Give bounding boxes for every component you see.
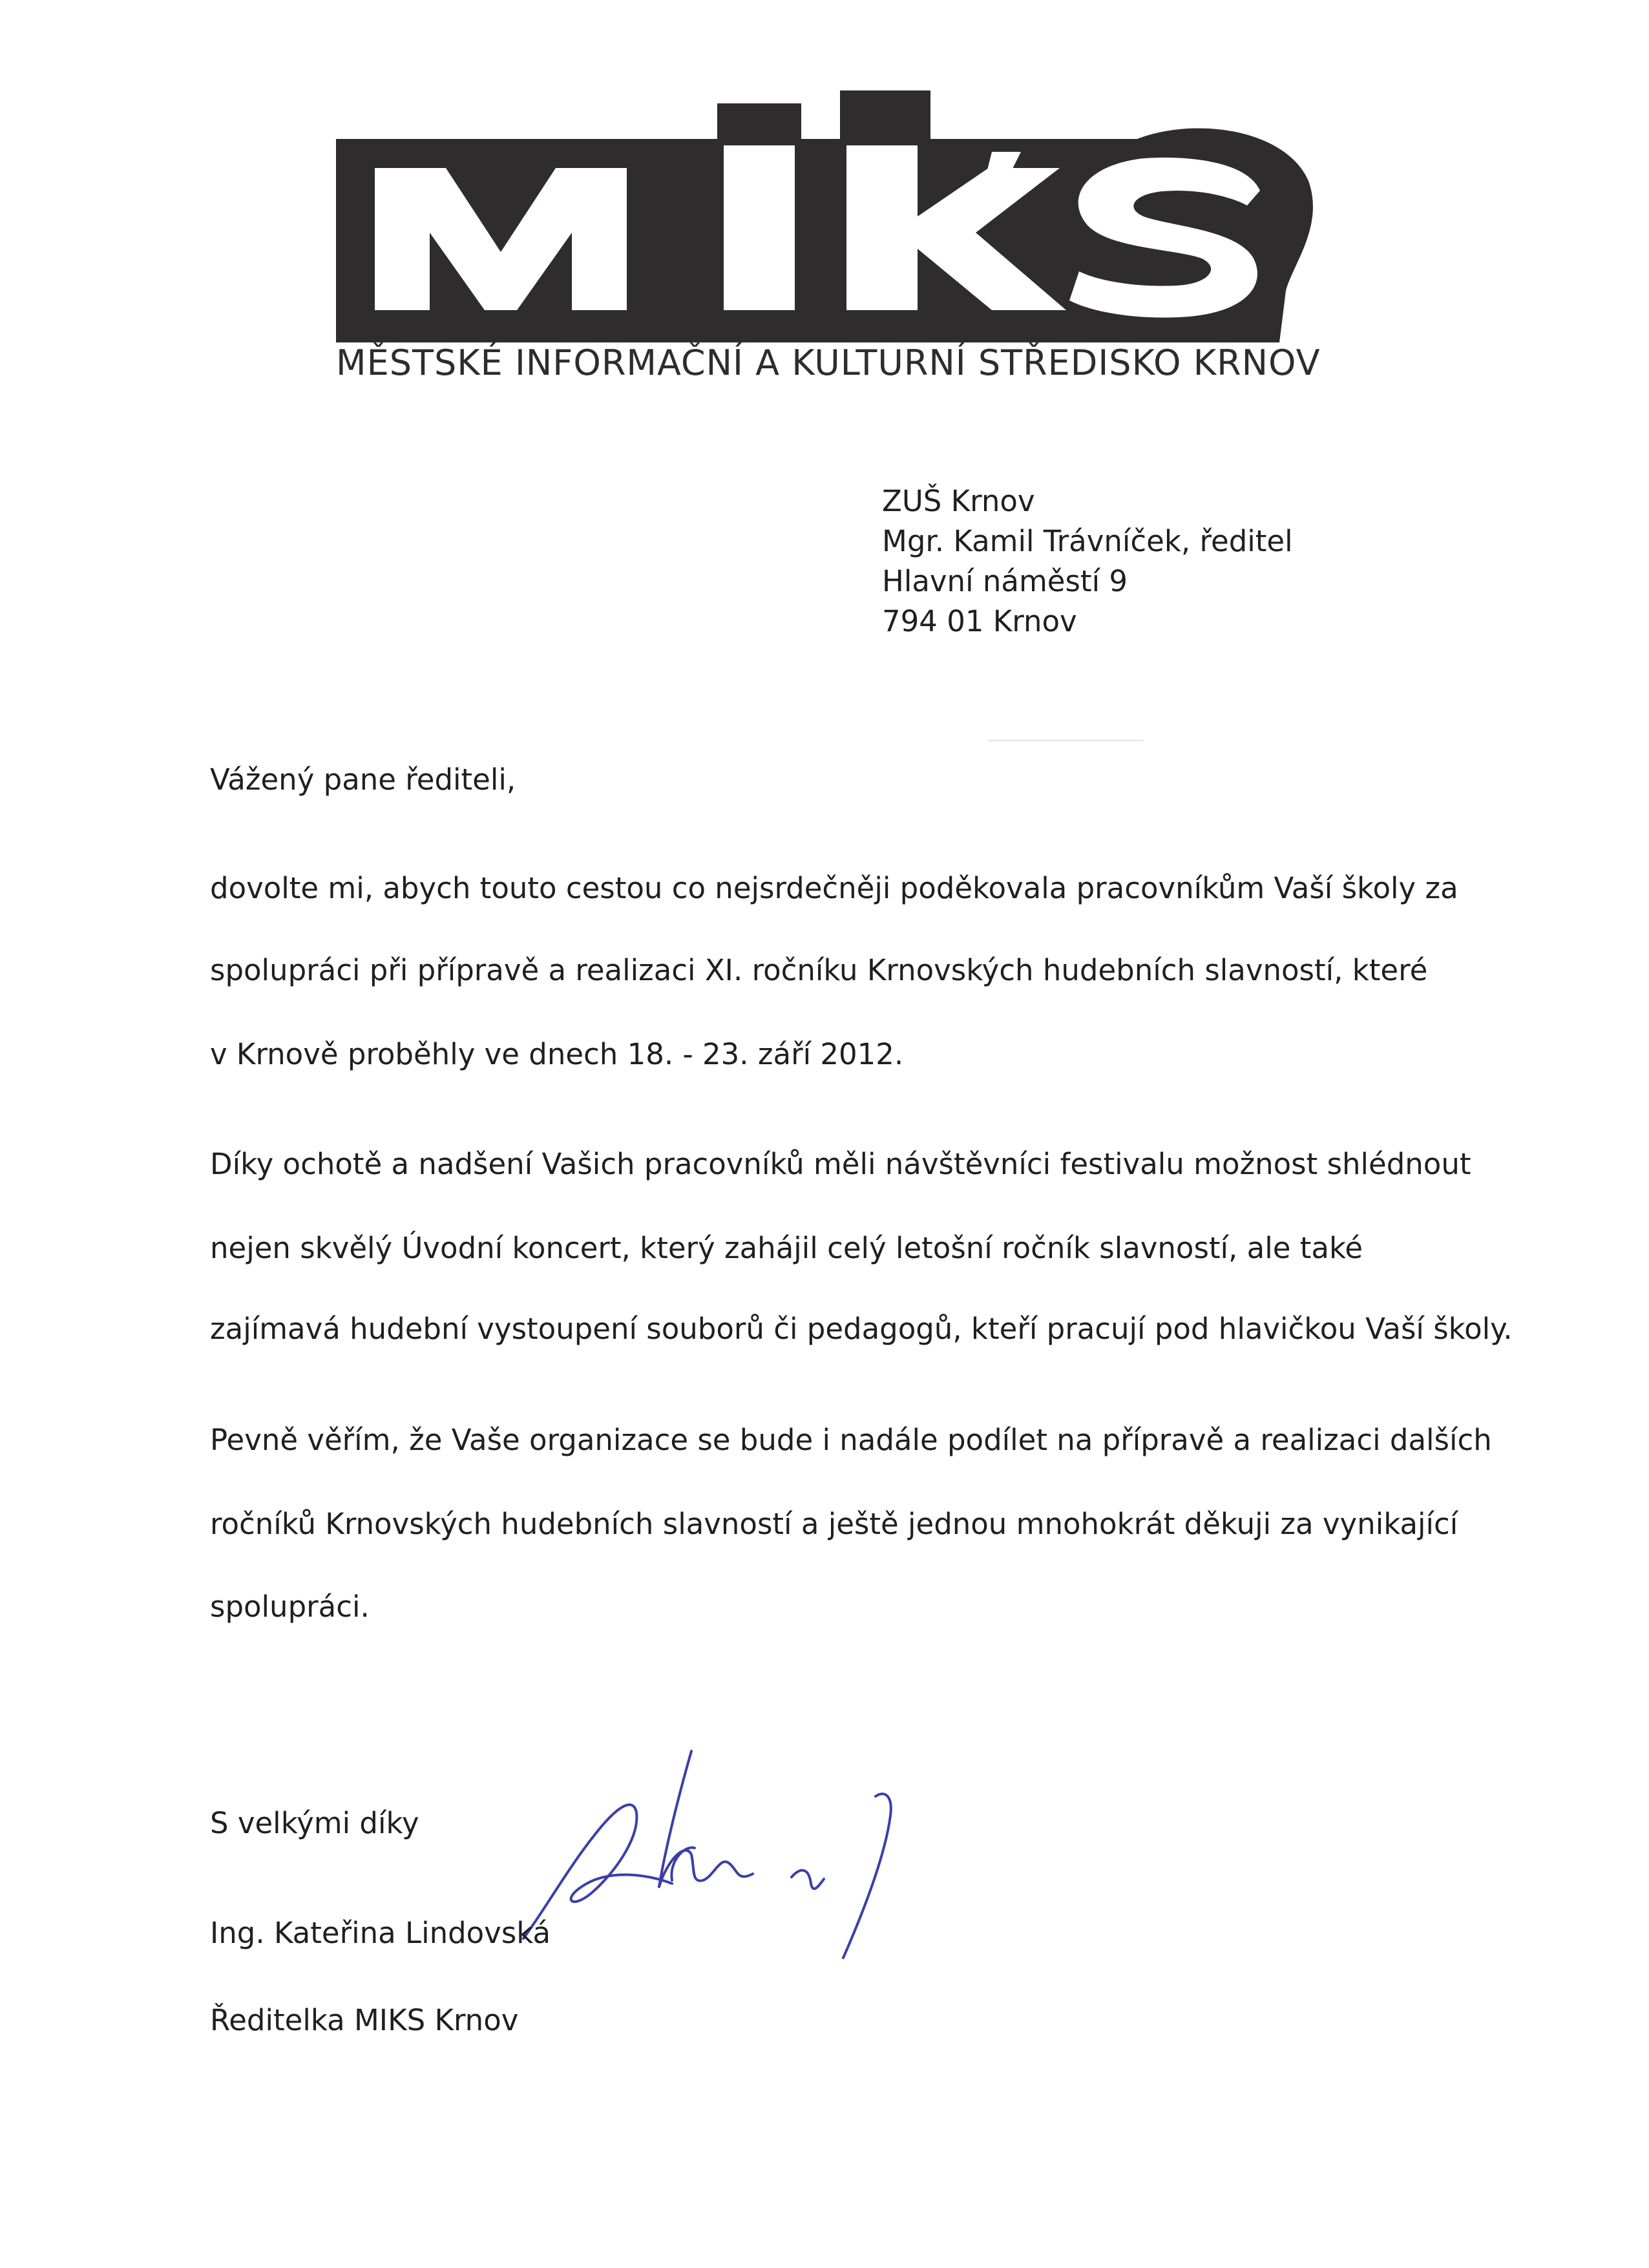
paragraph-1-line-2: spolupráci při přípravě a realizaci XI. ročníku Krnovských hudebních slavností, které <box>210 953 1428 987</box>
paragraph-2-line-2: nejen skvělý Úvodní koncert, který zahájil celý letošní ročník slavností, ale také <box>210 1231 1363 1265</box>
organization-subtitle: MĚSTSKÉ INFORMAČNÍ A KULTURNÍ STŘEDISKO KRNOV <box>336 342 1321 383</box>
recipient-line-1: ZUŠ Krnov <box>882 484 1035 518</box>
recipient-line-4: 794 01 Krnov <box>882 604 1077 638</box>
signatory-name: Ing. Kateřina Lindovská <box>210 1916 551 1950</box>
salutation: Vážený pane řediteli, <box>210 762 516 797</box>
paragraph-2-line-3: zajímavá hudební vystoupení souborů či pedagogů, kteří pracují pod hlavičkou Vaší školy. <box>210 1312 1513 1346</box>
paragraph-1-line-1: dovolte mi, abych touto cestou co nejsrdečněji poděkovala pracovníkům Vaší školy za <box>210 871 1458 905</box>
handwritten-signature <box>498 1699 1014 1971</box>
closing: S velkými díky <box>210 1806 419 1840</box>
paragraph-3-line-1: Pevně věřím, že Vaše organizace se bude i nadále podílet na přípravě a realizaci dalších <box>210 1423 1492 1457</box>
paragraph-1-line-3: v Krnově proběhly ve dnech 18. - 23. září 2012. <box>210 1037 904 1071</box>
paragraph-3-line-3: spolupráci. <box>210 1590 370 1624</box>
signatory-title: Ředitelka MIKS Krnov <box>210 2003 519 2037</box>
recipient-line-3: Hlavní náměstí 9 <box>882 564 1128 598</box>
recipient-line-2: Mgr. Kamil Trávníček, ředitel <box>882 524 1293 558</box>
recipient-address <box>882 481 1293 642</box>
paragraph-3-line-2: ročníků Krnovských hudebních slavností a ještě jednou mnohokrát děkuji za vynikající <box>210 1507 1458 1541</box>
faint-scan-line <box>989 740 1144 741</box>
paragraph-2-line-1: Díky ochotě a nadšení Vašich pracovníků měli návštěvníci festivalu možnost shlédnout <box>210 1147 1471 1181</box>
miks-logo <box>336 78 1318 342</box>
